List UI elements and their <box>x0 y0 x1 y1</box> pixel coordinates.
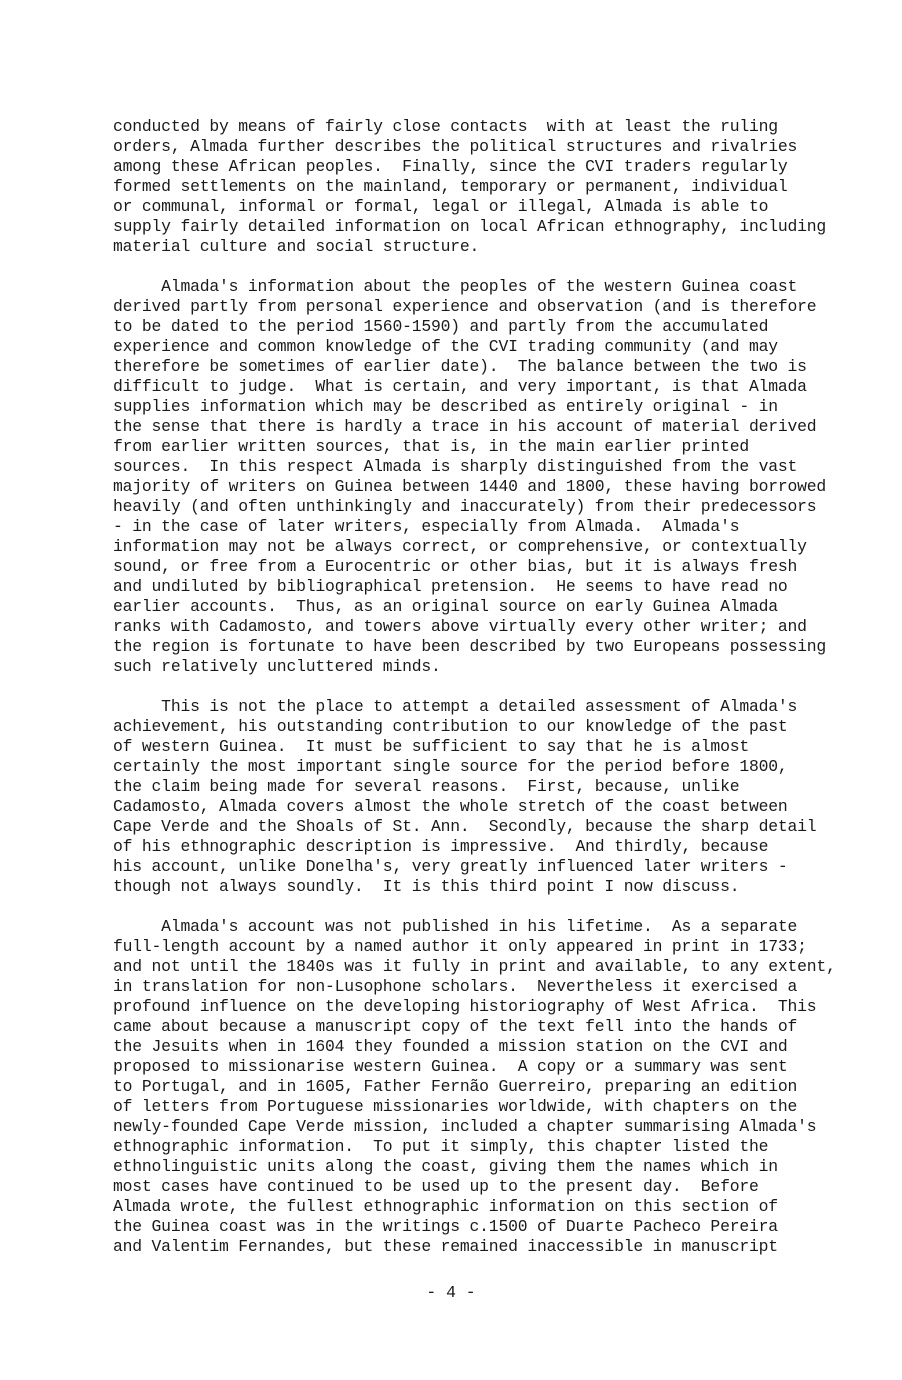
text-line: in translation for non-Lusophone scholars. Nevertheless it exercised a <box>113 977 798 996</box>
text-line: certainly the most important single source for the period before 1800, <box>113 757 788 776</box>
text-line: though not always soundly. It is this third point I now discuss. <box>113 877 740 896</box>
paragraph <box>113 697 883 897</box>
text-line: most cases have continued to be used up to the present day. Before <box>113 1177 759 1196</box>
text-line: profound influence on the developing historiography of West Africa. This <box>113 997 817 1016</box>
text-line: information may not be always correct, or comprehensive, or contextually <box>113 537 807 556</box>
text-line: came about because a manuscript copy of the text fell into the hands of <box>113 1017 798 1036</box>
text-line: This is not the place to attempt a detailed assessment of Almada's <box>113 697 798 716</box>
text-line: majority of writers on Guinea between 1440 and 1800, these having borrowed <box>113 477 827 496</box>
text-line: of his ethnographic description is impressive. And thirdly, because <box>113 837 769 856</box>
text-line: ethnolinguistic units along the coast, giving them the names which in <box>113 1157 778 1176</box>
text-line: and not until the 1840s was it fully in print and available, to any extent, <box>113 957 836 976</box>
text-line: the region is fortunate to have been described by two Europeans possessing <box>113 637 827 656</box>
paragraph <box>113 917 883 1257</box>
text-line: ranks with Cadamosto, and towers above virtually every other writer; and <box>113 617 807 636</box>
paragraph <box>113 277 883 677</box>
text-line: supplies information which may be described as entirely original - in <box>113 397 778 416</box>
text-line: newly-founded Cape Verde mission, included a chapter summarising Almada's <box>113 1117 817 1136</box>
text-line: heavily (and often unthinkingly and inaccurately) from their predecessors <box>113 497 817 516</box>
text-line: experience and common knowledge of the CVI trading community (and may <box>113 337 778 356</box>
text-line: proposed to missionarise western Guinea. A copy or a summary was sent <box>113 1057 788 1076</box>
text-line: formed settlements on the mainland, temporary or permanent, individual <box>113 177 788 196</box>
text-line: the sense that there is hardly a trace in his account of material derived <box>113 417 817 436</box>
text-line: therefore be sometimes of earlier date). The balance between the two is <box>113 357 807 376</box>
text-line: difficult to judge. What is certain, and very important, is that Almada <box>113 377 807 396</box>
text-line: and Valentim Fernandes, but these remained inaccessible in manuscript <box>113 1237 778 1256</box>
text-line: among these African peoples. Finally, since the CVI traders regularly <box>113 157 788 176</box>
text-line: material culture and social structure. <box>113 237 480 256</box>
text-line: such relatively uncluttered minds. <box>113 657 441 676</box>
text-line: sources. In this respect Almada is sharply distinguished from the vast <box>113 457 798 476</box>
text-line: achievement, his outstanding contribution to our knowledge of the past <box>113 717 788 736</box>
paragraph <box>113 117 883 257</box>
text-line: ethnographic information. To put it simply, this chapter listed the <box>113 1137 769 1156</box>
text-line: derived partly from personal experience and observation (and is therefore <box>113 297 817 316</box>
page-number: - 4 - <box>426 1283 476 1302</box>
text-line: Almada wrote, the fullest ethnographic information on this section of <box>113 1197 778 1216</box>
text-line: Cape Verde and the Shoals of St. Ann. Secondly, because the sharp detail <box>113 817 817 836</box>
text-line: to Portugal, and in 1605, Father Fernão Guerreiro, preparing an edition <box>113 1077 798 1096</box>
text-line: of western Guinea. It must be sufficient to say that he is almost <box>113 737 749 756</box>
text-line: sound, or free from a Eurocentric or other bias, but it is always fresh <box>113 557 798 576</box>
text-line: his account, unlike Donelha's, very greatly influenced later writers - <box>113 857 788 876</box>
text-line: Almada's information about the peoples of the western Guinea coast <box>113 277 798 296</box>
text-line: full-length account by a named author it only appeared in print in 1733; <box>113 937 807 956</box>
text-line: and undiluted by bibliographical pretension. He seems to have read no <box>113 577 788 596</box>
text-line: from earlier written sources, that is, in the main earlier printed <box>113 437 749 456</box>
text-line: the Jesuits when in 1604 they founded a mission station on the CVI and <box>113 1037 788 1056</box>
text-line: earlier accounts. Thus, as an original source on early Guinea Almada <box>113 597 778 616</box>
text-line: the claim being made for several reasons. First, because, unlike <box>113 777 740 796</box>
text-line: Cadamosto, Almada covers almost the whole stretch of the coast between <box>113 797 788 816</box>
text-line: supply fairly detailed information on local African ethnography, including <box>113 217 827 236</box>
text-line: orders, Almada further describes the political structures and rivalries <box>113 137 798 156</box>
body-text <box>113 117 883 1277</box>
text-line: Almada's account was not published in his lifetime. As a separate <box>113 917 798 936</box>
text-line: or communal, informal or formal, legal or illegal, Almada is able to <box>113 197 769 216</box>
text-line: of letters from Portuguese missionaries worldwide, with chapters on the <box>113 1097 798 1116</box>
text-line: to be dated to the period 1560-1590) and partly from the accumulated <box>113 317 769 336</box>
text-line: conducted by means of fairly close contacts with at least the ruling <box>113 117 778 136</box>
text-line: - in the case of later writers, especially from Almada. Almada's <box>113 517 740 536</box>
text-line: the Guinea coast was in the writings c.1500 of Duarte Pacheco Pereira <box>113 1217 778 1236</box>
